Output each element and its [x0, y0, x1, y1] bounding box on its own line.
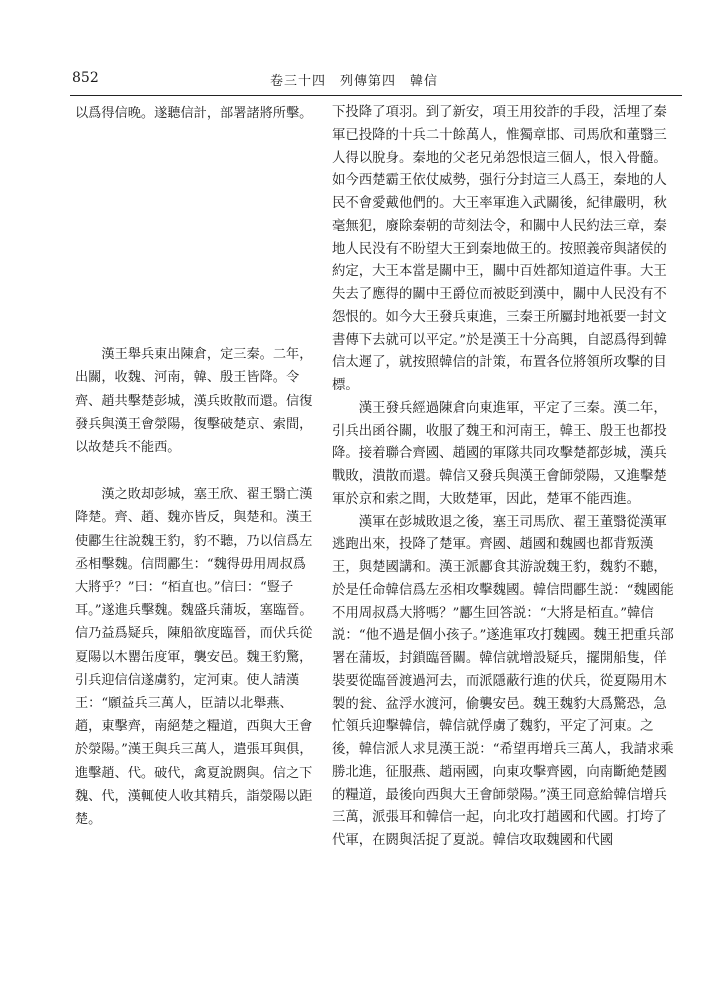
page-number: 852 [72, 70, 99, 86]
classical-text-column [75, 102, 315, 831]
column-spacer [75, 459, 315, 483]
translation-column [332, 102, 677, 853]
running-title: 卷三十四 列傳第四 韓信 [270, 74, 439, 89]
classical-paragraph: 漢王舉兵東出陳倉，定三秦。二年，出關，收魏、河南，韓、殷王皆降。令齊、趙共擊楚彭城，漢兵敗散而還。信復發兵與漢王會滎陽，復擊破楚京、索間，以故楚兵不能西。 [75, 347, 313, 456]
translation-paragraph: 漢王發兵經過陳倉向東進軍，平定了三秦。漢二年，引兵出函谷關，收服了魏王和河南王，韓王、殷王也都投降。接着聯合齊國、趙國的軍隊共同攻擊楚都彭城，漢兵戰敗，潰散而還。韓信又發兵與漢王會師滎陽，又進擊楚軍於京和索之間，大敗楚軍，因此，楚軍不能西進。 [332, 400, 667, 507]
page-header [72, 68, 676, 90]
classical-paragraph: 以爲得信晚。遂聽信計，部署諸將所擊。 [75, 106, 313, 121]
classical-paragraph: 漢之敗却彭城，塞王欣、翟王翳亡漢降楚。齊、趙、魏亦皆反，與楚和。漢王使酈生往說魏王豹，豹不聽，乃以信爲左丞相擊魏。信問酈生：“魏得毋用周叔爲大將乎？”曰：“栢直也。”信曰：“豎子耳。”遂進兵擊魏。魏盛兵蒲坂，塞臨晉。信乃益爲疑兵，陳船欲度臨晉，而伏兵從夏陽以木罌缶度軍，襲安邑。魏王豹驚，引兵迎信信遂虜豹，定河東。使人請漢王：“願益兵三萬人，臣請以北舉燕、趙，東擊齊，南絕楚之糧道，西與大王會於滎陽。”漢王與兵三萬人，遣張耳與俱，進擊趙、代。破代，禽夏說閼與。信之下魏、代，漢輒使人收其精兵，詣滎陽以距楚。 [75, 487, 313, 828]
header-rule [70, 95, 682, 96]
column-spacer [75, 125, 315, 343]
translation-paragraph: 漢軍在彭城敗退之後，塞王司馬欣、翟王董翳從漢軍逃跑出來，投降了楚軍。齊國、趙國和魏國也都背叛漢王，與楚國講和。漢王派酈食其游說魏王豹，魏豹不聽，於是任命韓信爲左丞相攻擊魏國。韓信問酈生説：“魏國能不用周叔爲大將嗎？”酈生回答説：“大將是栢直。”韓信説：“他不過是個小孩子。”遂進軍攻打魏國。魏王把重兵部署在蒲坂，封鎖臨晉關。韓信就增設疑兵，擺開船隻，佯裝要從臨晉渡過河去，而派隱蔽行進的伏兵，從夏陽用木製的瓮、盆浮水渡河，偷襲安邑。魏王魏豹大爲驚恐，急忙領兵迎擊韓信，韓信就俘虜了魏豹，平定了河東。之後，韓信派人求見漢王説：“希望再增兵三萬人，我請求乘勝北進，征服燕、趙兩國，向東攻擊齊國，向南斷絶楚國的糧道，最後向西與大王會師滎陽。”漢王同意給韓信增兵三萬，派張耳和韓信一起，向北攻打趙國和代國。打垮了代軍，在閼與活捉了夏説。韓信攻取魏國和代國 [332, 514, 674, 848]
translation-paragraph: 下投降了項羽。到了新安，項王用狡詐的手段，活埋了秦軍已投降的十兵二十餘萬人，惟獨章邯、司馬欣和董翳三人得以脫身。秦地的父老兄弟怨恨這三個人，恨入骨髓。如今西楚霸王依仗威勢，强行分封這三人爲王，秦地的人民不會愛戴他們的。大王率軍進入武關後，紀律嚴明，秋毫無犯，廢除秦朝的苛刻法令，和關中人民約法三章，秦地人民没有不盼望大王到秦地做王的。按照義帝與諸侯的約定，大王本當是關中王，關中百姓都知道這件事。大王失去了應得的關中王爵位而被貶到漢中，關中人民没有不怨恨的。如今大王發兵東進，三秦王所屬封地祇要一封文書傳下去就可以平定。”於是漢王十分高興，自認爲得到韓信太遲了，就按照韓信的計策，布置各位將領所攻擊的目標。 [332, 105, 667, 393]
